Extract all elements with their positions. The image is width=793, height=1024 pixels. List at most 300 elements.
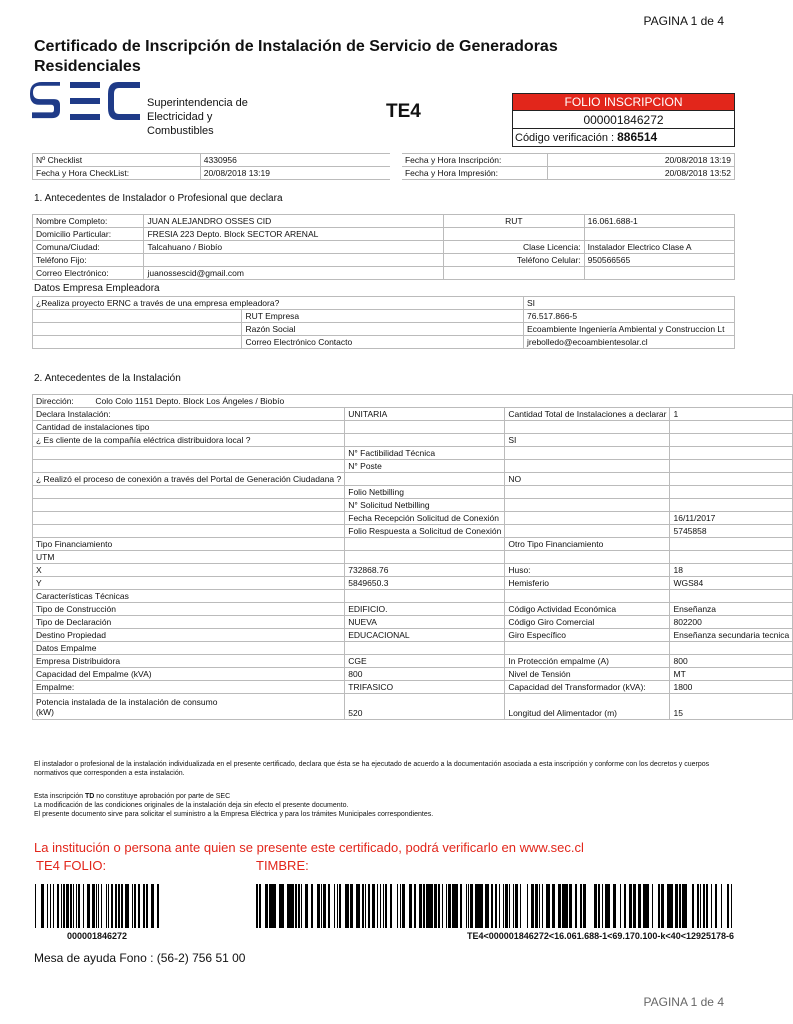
table-row [33, 167, 735, 180]
table-row [33, 551, 793, 564]
barcode-bar [438, 884, 440, 928]
table-row [33, 154, 735, 167]
table-cell [505, 499, 670, 512]
table-cell: juanossescid@gmail.com [144, 267, 444, 280]
table-cell: 800 [345, 668, 505, 681]
table-cell: 20/08/2018 13:52 [548, 167, 735, 180]
barcode-bar [602, 884, 603, 928]
barcode-bar [53, 884, 54, 928]
barcode-bar [78, 884, 79, 928]
barcode-bar [692, 884, 694, 928]
barcode-bar [311, 884, 313, 928]
table-cell: Domicilio Particular: [33, 228, 144, 241]
company-table [32, 296, 735, 349]
barcode-bar [73, 884, 74, 928]
table-cell [505, 512, 670, 525]
barcode-bar [138, 884, 140, 928]
table-cell: Fecha y Hora CheckList: [33, 167, 201, 180]
table-cell [33, 460, 345, 473]
table-cell: WGS84 [670, 577, 793, 590]
barcode-bar [298, 884, 300, 928]
table-cell [670, 551, 793, 564]
barcode-bar [446, 884, 447, 928]
table-cell: 16/11/2017 [670, 512, 793, 525]
barcode-bar [675, 884, 676, 928]
table-cell: SI [524, 297, 735, 310]
barcode-bar [466, 884, 467, 928]
barcode-bar [116, 884, 117, 928]
table-row [33, 668, 793, 681]
folio-barcode-text: 000001846272 [66, 931, 128, 941]
barcode-bar [125, 884, 128, 928]
barcode-bar [491, 884, 493, 928]
direccion-value: Colo Colo 1151 Depto. Block Los Ángeles / Biobío [95, 396, 285, 406]
barcode-bar [527, 884, 528, 928]
barcode-bar [704, 884, 705, 928]
table-cell [33, 310, 242, 323]
table-row [33, 486, 793, 499]
folio-number: 000001846272 [513, 110, 734, 129]
barcode-bar [386, 884, 387, 928]
table-cell: 5849650.3 [345, 577, 505, 590]
disclaimer-paragraph-1: El instalador o profesional de la instalación individualizada en el presente certificado, declara que ésta se ha ejecutado de acuerdo a la documentación asociada a esta inscripción y conforme con los decretos y cuerpos normativos que corresponden a esta instalación. [34, 761, 710, 777]
table-cell: Folio Netbilling [345, 486, 505, 499]
table-cell: FRESIA 223 Depto. Block SECTOR ARENAL [144, 228, 444, 241]
barcode-bar [575, 884, 577, 928]
barcode-bar [670, 884, 673, 928]
table-cell [443, 228, 584, 241]
barcode-bar [63, 884, 64, 928]
barcode-bar [629, 884, 632, 928]
barcode-bar [121, 884, 123, 928]
barcode-bar [633, 884, 636, 928]
table-cell: Otro Tipo Financiamiento [505, 538, 670, 551]
barcode-bar [47, 884, 48, 928]
barcode-bar [479, 884, 481, 928]
table-row [33, 323, 735, 336]
table-cell: Talcahuano / Biobío [144, 241, 444, 254]
barcode-bar [334, 884, 335, 928]
table-cell: Fecha y Hora Impresión: [396, 167, 548, 180]
table-cell [33, 336, 242, 349]
table-cell: Fecha Recepción Solicitud de Conexión [345, 512, 505, 525]
table-cell [505, 460, 670, 473]
installation-table [32, 394, 793, 720]
table-row [33, 642, 793, 655]
barcode-bar [414, 884, 416, 928]
table-cell: Declara Instalación: [33, 408, 345, 421]
installer-table [32, 214, 735, 280]
barcode-bar [57, 884, 59, 928]
barcode-bar [721, 884, 722, 928]
table-cell: Correo Electrónico: [33, 267, 144, 280]
table-cell [670, 434, 793, 447]
barcode-bar [562, 884, 565, 928]
page-number-bottom: PAGINA 1 de 4 [643, 995, 724, 1009]
table-cell: 76.517.866-5 [524, 310, 735, 323]
barcode-bar [731, 884, 732, 928]
table-row [33, 460, 793, 473]
barcode-bar [380, 884, 381, 928]
table-row [33, 215, 735, 228]
table-cell: TRIFASICO [345, 681, 505, 694]
barcode-bar [287, 884, 288, 928]
barcode-bar [697, 884, 699, 928]
table-cell: Longitud del Alimentador (m) [505, 694, 670, 720]
barcode-bar [638, 884, 641, 928]
potencia-label-1: Potencia instalada de la instalación de consumo [36, 696, 218, 707]
table-cell [670, 642, 793, 655]
table-cell: CGE [345, 655, 505, 668]
table-cell [584, 228, 734, 241]
barcode-bar [146, 884, 148, 928]
barcode-bar [266, 884, 268, 928]
table-cell: Huso: [505, 564, 670, 577]
barcode-bar [377, 884, 378, 928]
table-row [33, 395, 793, 408]
disclaimer-p2-pre: Esta inscripción [34, 793, 85, 800]
barcode-bar [471, 884, 473, 928]
table-cell: ¿ Es cliente de la compañía eléctrica distribuidora local ? [33, 434, 345, 447]
barcode-bar [481, 884, 483, 928]
barcode-bar [101, 884, 102, 928]
table-cell: MT [670, 668, 793, 681]
barcode-bar [291, 884, 292, 928]
table-row [33, 577, 793, 590]
table-cell: Fecha y Hora Inscripción: [396, 154, 548, 167]
table-cell: Teléfono Celular: [443, 254, 584, 267]
barcode-bar [495, 884, 497, 928]
barcode-bar [317, 884, 320, 928]
table-cell [670, 421, 793, 434]
barcode-bar [679, 884, 681, 928]
barcode-bar [598, 884, 600, 928]
table-cell: Código Giro Comercial [505, 616, 670, 629]
table-cell [670, 447, 793, 460]
table-cell: 5745858 [670, 525, 793, 538]
table-row [33, 512, 793, 525]
table-cell [345, 473, 505, 486]
barcode-bar [455, 884, 458, 928]
table-row [33, 447, 793, 460]
barcode-bar [260, 884, 261, 928]
table-cell [670, 473, 793, 486]
barcode-bar [345, 884, 346, 928]
barcode-bar [134, 884, 136, 928]
barcode-bar [423, 884, 425, 928]
table-cell [670, 590, 793, 603]
table-row [33, 228, 735, 241]
barcode-bar [547, 884, 550, 928]
table-row [33, 538, 793, 551]
barcode-bar [505, 884, 508, 928]
barcode-bar [552, 884, 555, 928]
barcode-bar [620, 884, 621, 928]
barcode-bar [64, 884, 65, 928]
table-cell: UNITARIA [345, 408, 505, 421]
barcode-bar [400, 884, 401, 928]
table-cell: Tipo de Construcción [33, 603, 345, 616]
table-cell: Clase Licencia: [443, 241, 584, 254]
barcode-bar [569, 884, 572, 928]
installation-rows [33, 408, 793, 694]
table-cell: JUAN ALEJANDRO OSSES CID [144, 215, 444, 228]
table-cell: jrebolledo@ecoambientesolar.cl [524, 336, 735, 349]
table-cell: 16.061.688-1 [584, 215, 734, 228]
table-cell: UTM [33, 551, 345, 564]
barcode-bar [383, 884, 384, 928]
sec-logo [30, 80, 142, 122]
table-cell: Ecoambiente Ingeniería Ambiental y Construccion Lt [524, 323, 735, 336]
barcode-bar [92, 884, 95, 928]
barcode-bar [676, 884, 677, 928]
table-cell: EDUCACIONAL [345, 629, 505, 642]
table-cell: 800 [670, 655, 793, 668]
barcode-bar [87, 884, 90, 928]
barcode-bar [282, 884, 284, 928]
barcode-bar [132, 884, 133, 928]
table-cell [33, 395, 793, 408]
table-row [33, 681, 793, 694]
help-line: Mesa de ayuda Fono : (56-2) 756 51 00 [34, 951, 246, 965]
table-cell [33, 323, 242, 336]
barcode-bar [531, 884, 534, 928]
disclaimer-paragraph-2 [34, 792, 734, 801]
barcode-bar [321, 884, 322, 928]
barcode-bar [279, 884, 282, 928]
barcode-bar [661, 884, 664, 928]
table-cell [33, 694, 345, 720]
table-row [33, 473, 793, 486]
sec-name: Superintendencia de Electricidad y Combustibles [147, 97, 248, 137]
barcode-bar [35, 884, 36, 928]
barcode-bar [700, 884, 701, 928]
te4-folio-label: TE4 FOLIO: [36, 858, 107, 873]
table-cell: Empresa Distribuidora [33, 655, 345, 668]
barcode-bar [259, 884, 260, 928]
barcode-bar [83, 884, 84, 928]
checklist-table [32, 153, 735, 180]
barcode-bar [292, 884, 294, 928]
table-row [33, 564, 793, 577]
table-row [33, 694, 793, 720]
table-cell: N° Poste [345, 460, 505, 473]
table-cell [33, 525, 345, 538]
barcode-bar [115, 884, 116, 928]
barcode-bar [565, 884, 568, 928]
barcode-bar [295, 884, 297, 928]
barcode-bar [373, 884, 374, 928]
table-row [33, 297, 735, 310]
barcode-bar [605, 884, 607, 928]
barcode-bar [348, 884, 349, 928]
section-1-title: 1. Antecedentes de Instalador o Profesional que declara [34, 193, 283, 204]
barcode-bar [546, 884, 547, 928]
barcode-bar [706, 884, 708, 928]
barcode-bar [515, 884, 518, 928]
table-cell [505, 590, 670, 603]
table-cell: Nº Checklist [33, 154, 201, 167]
barcode-bar [542, 884, 543, 928]
table-cell [505, 447, 670, 460]
table-cell: Folio Respuesta a Solicitud de Conexión [345, 525, 505, 538]
table-cell: In Protección empalme (A) [505, 655, 670, 668]
barcode-bar [305, 884, 308, 928]
barcode-bar [118, 884, 120, 928]
table-cell [505, 486, 670, 499]
barcode-bar [460, 884, 462, 928]
barcode-bar [106, 884, 107, 928]
table-row [33, 254, 735, 267]
table-cell: SI [505, 434, 670, 447]
table-cell: Comuna/Ciudad: [33, 241, 144, 254]
timbre-label: TIMBRE: [256, 858, 309, 873]
table-cell: NO [505, 473, 670, 486]
barcode-bar [448, 884, 451, 928]
table-cell: Datos Empalme [33, 642, 345, 655]
barcode-bar [703, 884, 704, 928]
table-cell: 20/08/2018 13:19 [200, 167, 396, 180]
table-row [33, 408, 793, 421]
table-cell: Instalador Electrico Clase A [584, 241, 734, 254]
table-cell: 1 [670, 408, 793, 421]
barcode-bar [442, 884, 443, 928]
table-cell: Capacidad del Empalme (kVA) [33, 668, 345, 681]
barcode-bar [643, 884, 646, 928]
table-cell [670, 486, 793, 499]
table-cell: 950566565 [584, 254, 734, 267]
table-cell [345, 538, 505, 551]
table-row [33, 603, 793, 616]
barcode-bar [274, 884, 276, 928]
table-row [33, 499, 793, 512]
barcode-bar [98, 884, 99, 928]
table-cell: ¿ Realizó el proceso de conexión a través del Portal de Generación Ciudadana ? [33, 473, 345, 486]
table-cell: Nombre Completo: [33, 215, 144, 228]
barcode-bar [580, 884, 582, 928]
verification-code [513, 129, 734, 146]
barcode-bar [421, 884, 422, 928]
table-row [33, 421, 793, 434]
barcode-bar [485, 884, 486, 928]
barcode-bar [402, 884, 405, 928]
barcode-bar [356, 884, 359, 928]
barcode-bar [426, 884, 429, 928]
table-row [33, 525, 793, 538]
table-row [33, 241, 735, 254]
barcode-bar [68, 884, 69, 928]
table-cell [505, 525, 670, 538]
barcode-bar [513, 884, 514, 928]
barcode-bar [436, 884, 437, 928]
barcode-bar [76, 884, 77, 928]
table-cell [670, 460, 793, 473]
barcode-bar [594, 884, 597, 928]
table-cell [33, 512, 345, 525]
table-cell: 18 [670, 564, 793, 577]
barcode-bar [108, 884, 109, 928]
table-cell: RUT Empresa [242, 310, 524, 323]
barcode-bar [520, 884, 521, 928]
barcode-bar [340, 884, 341, 928]
barcode-bar [624, 884, 626, 928]
table-cell [443, 267, 584, 280]
table-row [33, 616, 793, 629]
table-cell: Cantidad de instalaciones tipo [33, 421, 345, 434]
verification-code-value: 886514 [617, 130, 658, 144]
table-cell: 1800 [670, 681, 793, 694]
barcode-bar [646, 884, 649, 928]
table-cell: Giro Específico [505, 629, 670, 642]
barcode-bar [419, 884, 421, 928]
table-cell: 732868.76 [345, 564, 505, 577]
table-cell: Teléfono Fijo: [33, 254, 144, 267]
barcode-bar [368, 884, 370, 928]
table-cell: Capacidad del Transformador (kVA): [505, 681, 670, 694]
table-cell [670, 499, 793, 512]
barcode-bar [607, 884, 610, 928]
table-cell [345, 551, 505, 564]
barcode-bar [667, 884, 670, 928]
barcode-bar [144, 884, 145, 928]
table-cell [33, 486, 345, 499]
table-cell: 15 [670, 694, 793, 720]
table-cell: Hemisferio [505, 577, 670, 590]
table-row [33, 629, 793, 642]
barcode-bar [323, 884, 326, 928]
table-row [33, 655, 793, 668]
folio-barcode [34, 884, 160, 928]
potencia-label-2: (kW) [36, 706, 54, 717]
table-cell: NUEVA [345, 616, 505, 629]
barcode-bar [111, 884, 113, 928]
timbre-barcode [256, 884, 734, 928]
barcode-bar [152, 884, 154, 928]
barcode-bar [503, 884, 504, 928]
disclaimer-paragraph-4: El presente documento sirve para solicitar el suministro a la Empresa Eléctrica y para los trámites Municipales correspondientes. [34, 811, 434, 818]
table-cell [144, 254, 444, 267]
barcode-bar [535, 884, 538, 928]
table-cell: Correo Electrónico Contacto [242, 336, 524, 349]
table-cell [345, 434, 505, 447]
table-cell [345, 642, 505, 655]
barcode-bar [265, 884, 266, 928]
table-cell: Características Técnicas [33, 590, 345, 603]
barcode-bar [365, 884, 366, 928]
table-cell [33, 447, 345, 460]
direccion-label: Dirección: [36, 396, 74, 406]
barcode-bar [96, 884, 97, 928]
page-number-top: PAGINA 1 de 4 [643, 14, 724, 28]
table-cell: Empalme: [33, 681, 345, 694]
barcode-bar [337, 884, 338, 928]
table-cell: Cantidad Total de Instalaciones a declarar [505, 408, 670, 421]
table-row [33, 336, 735, 349]
table-cell: Tipo Financiamiento [33, 538, 345, 551]
table-cell [505, 551, 670, 564]
barcode-bar [727, 884, 729, 928]
table-cell [345, 421, 505, 434]
table-cell [670, 538, 793, 551]
barcode-bar [362, 884, 364, 928]
table-cell: Y [33, 577, 345, 590]
table-cell: Enseñanza secundaria tecnica [670, 629, 793, 642]
barcode-bar [652, 884, 653, 928]
table-row [33, 590, 793, 603]
barcode-bar [328, 884, 330, 928]
document-title: Certificado de Inscripción de Instalación de Servicio de Generadoras Residenciales [34, 38, 558, 75]
disclaimer-p2-post: no constituye aprobación por parte de SEC [94, 793, 231, 800]
